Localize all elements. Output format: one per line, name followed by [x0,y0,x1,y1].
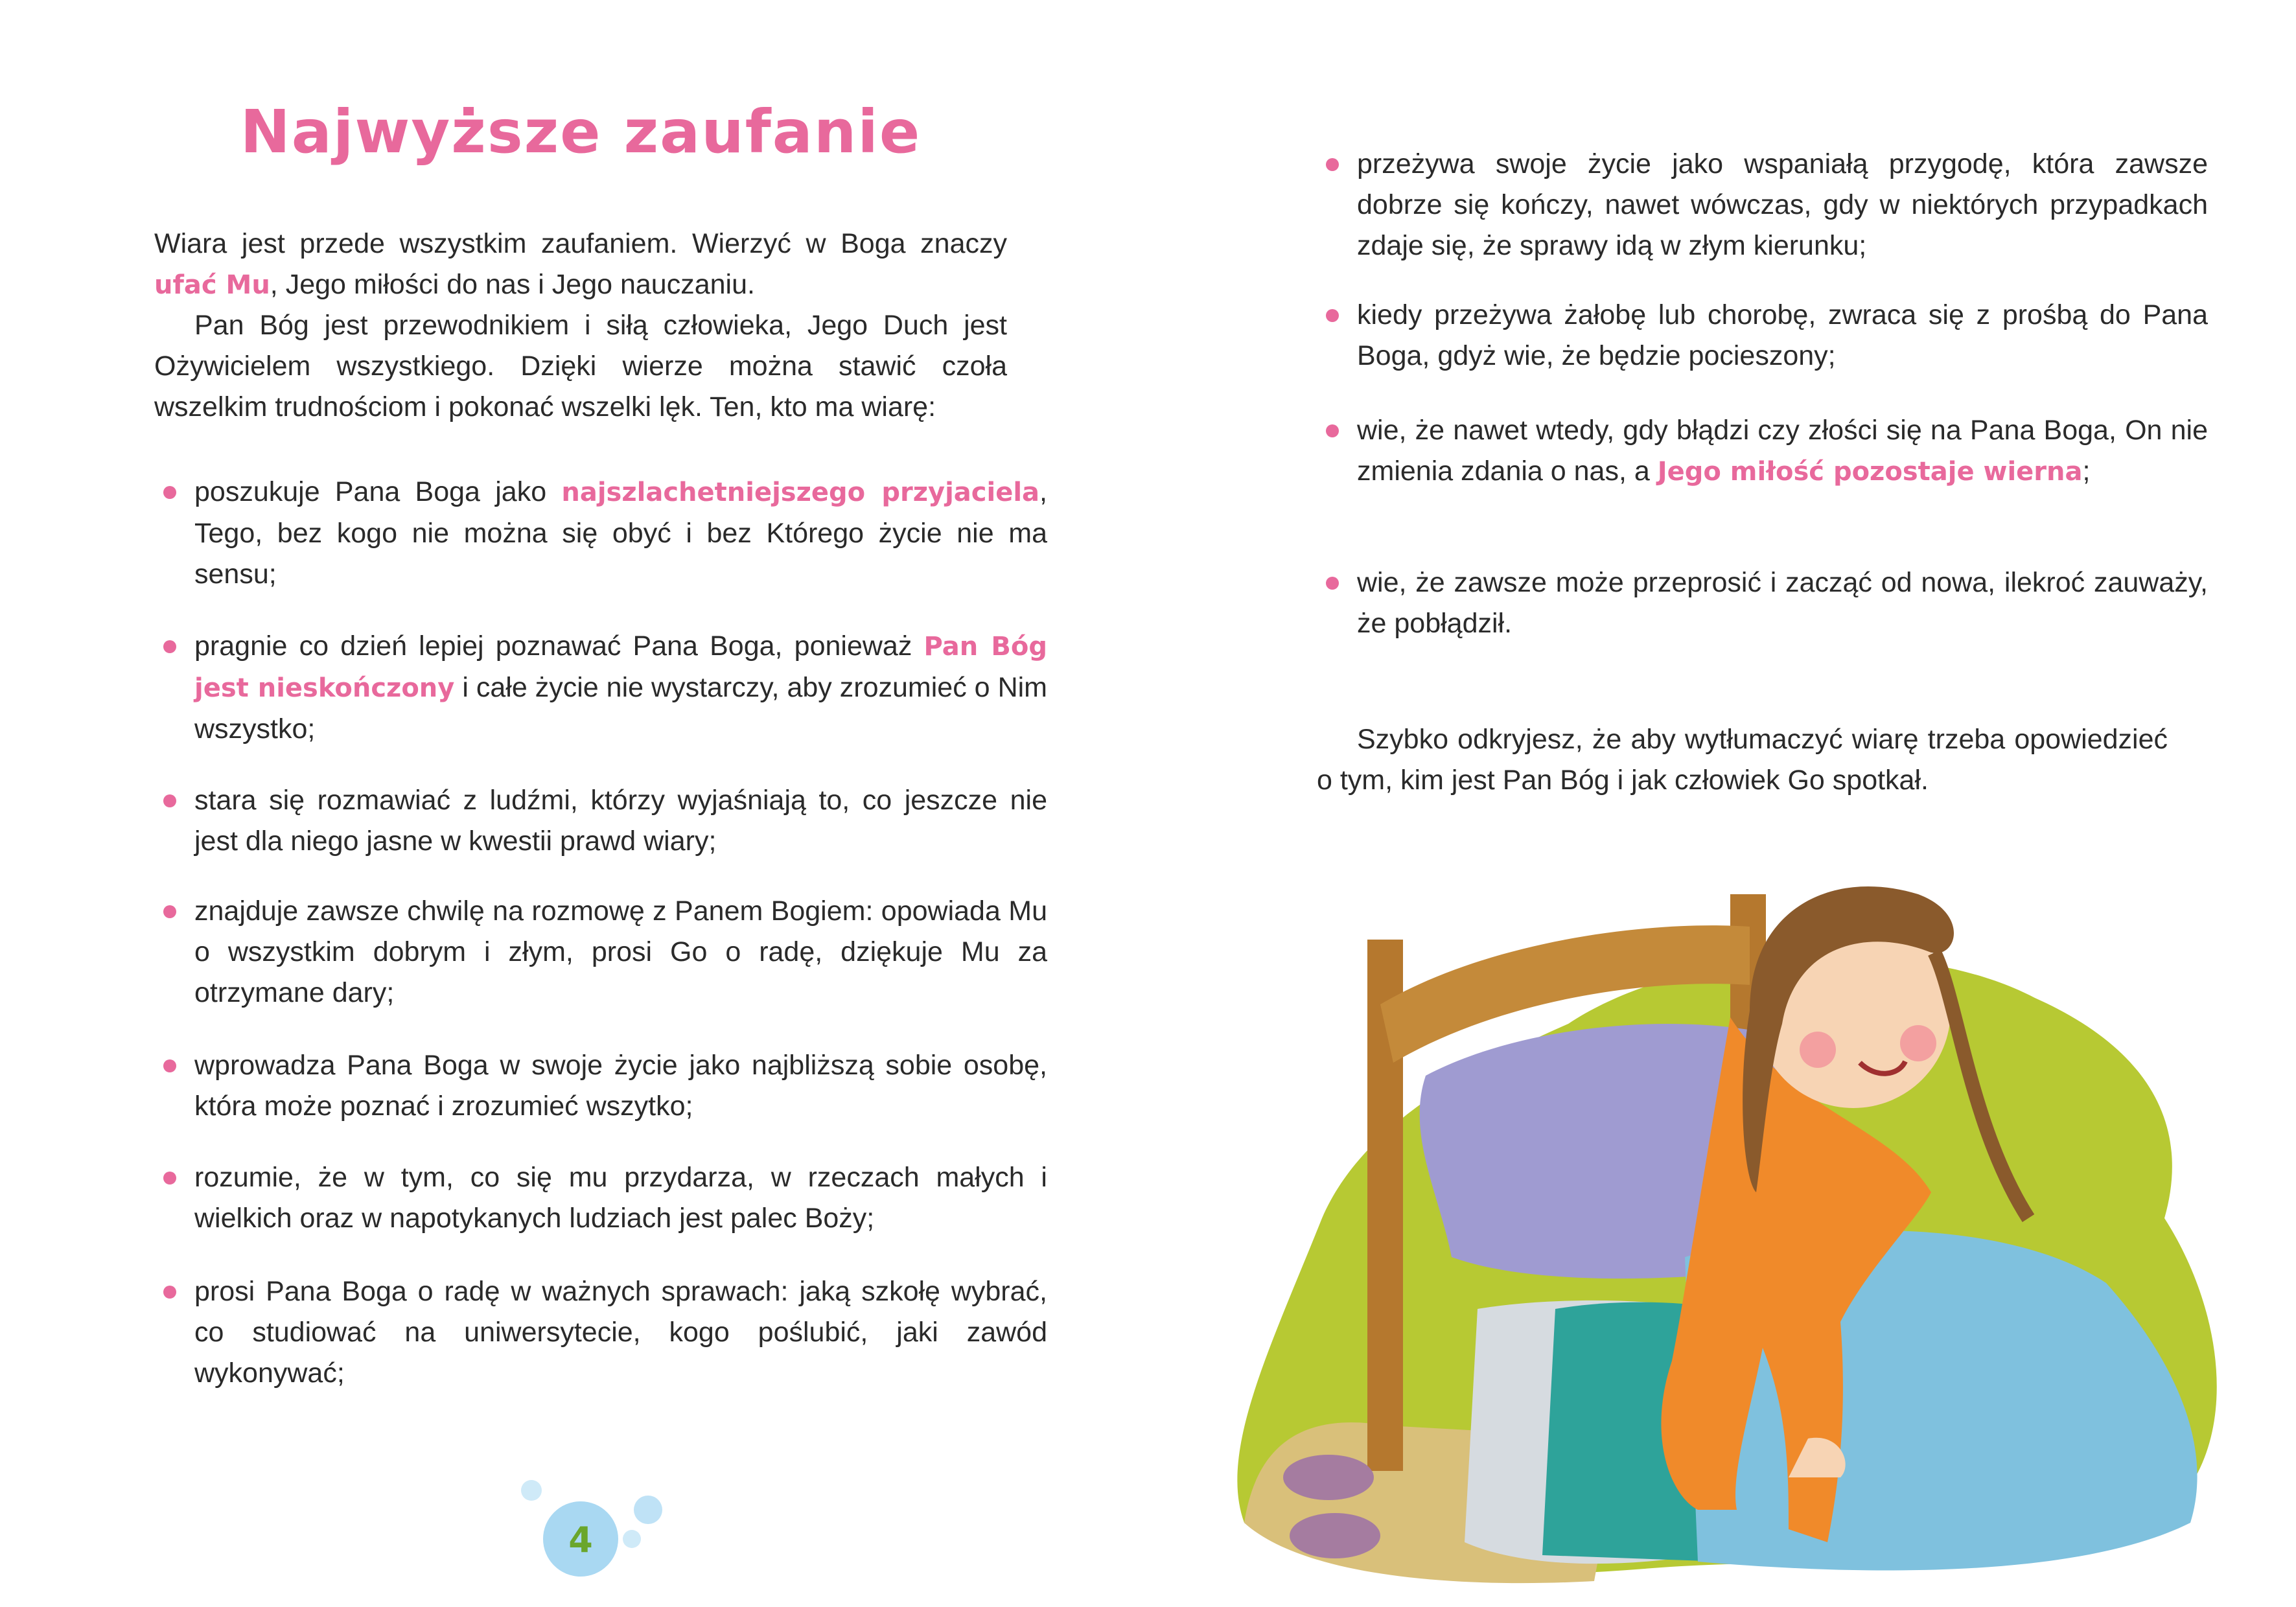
bullet-item [154,626,1047,750]
bullet-item [154,1157,1047,1239]
text: wprowadza Pana Boga w swoje życie jako najbliższą sobie osobę, która może poznać i zrozumieć wszytko; [194,1050,1047,1122]
text: wie, że zawsze może przeprosić i zacząć od nowa, ilekroć zauważy, że pobłądził. [1357,567,2208,639]
highlight: najszlachetniejszego przyjaciela [561,478,1040,507]
text: ; [2082,456,2091,487]
highlight: ufać Mu [154,270,270,300]
slipper [1290,1513,1380,1558]
cheek [1800,1032,1836,1068]
bullet-dot-icon [1326,577,1339,590]
closing-paragraph: Szybko odkryjesz, że aby wytłumaczyć wiarę trzeba opowiedzieć o tym, kim jest Pan Bóg i jak człowiek Go spotkał. [1317,724,2168,796]
page-number-bubble [518,1471,674,1588]
bullet-item [1317,410,2208,492]
bullet-item [1317,144,2208,266]
intro-paragraph-1 [154,224,1007,306]
bullet-item [1317,562,2208,644]
page-title: Najwyższe zaufanie [240,97,922,167]
text: Wiara jest przede wszystkim zaufaniem. Wierzyć w Boga znaczy [154,228,1007,259]
bullet-item [1317,295,2208,376]
girl-praying-on-bed-illustration [1231,855,2242,1594]
text: , Tego, bez kogo nie można się obyć i bez Którego życie nie ma sensu; [194,476,1047,590]
highlight: Jego miłość pozostaje wierna [1657,457,2083,487]
bullet-item [154,472,1047,595]
text: wie, że nawet wtedy, gdy błądzi czy złości się na Pana Boga, On nie zmienia zdania o nas, a [1357,415,2208,487]
text: stara się rozmawiać z ludźmi, którzy wyjaśniają to, co jeszcze nie jest dla niego jasne w kwestii prawd wiary; [194,785,1047,857]
bubble-small [623,1530,641,1548]
bullet-item [154,1271,1047,1394]
bullet-dot-icon [1326,424,1339,437]
text: rozumie, że w tym, co się mu przydarza, w rzeczach małych i wielkich oraz w napotykanych ludziach jest palec Boży; [194,1162,1047,1234]
bullet-item [154,1045,1047,1127]
bullet-item [154,780,1047,862]
bullet-dot-icon [163,486,176,499]
text: przeżywa swoje życie jako wspaniałą przygodę, która zawsze dobrze się kończy, nawet wówczas, gdy w niektórych przypadkach zdaje się, że sprawy idą w złym kierunku; [1357,148,2208,261]
bullet-item [154,891,1047,1013]
bullet-dot-icon [163,1286,176,1299]
text: , Jego miłości do nas i Jego nauczaniu. [270,269,755,300]
bullet-dot-icon [163,1172,176,1185]
bullet-dot-icon [163,1059,176,1072]
bullet-dot-icon [1326,309,1339,322]
text: prosi Pana Boga o radę w ważnych sprawach: jaką szkołę wybrać, co studiować na uniwersytecie, kogo poślubić, jaki zawód wykonywać; [194,1276,1047,1389]
bullet-dot-icon [163,794,176,807]
text: poszukuje Pana Boga jako [194,476,562,507]
text: znajduje zawsze chwilę na rozmowę z Panem Bogiem: opowiada Mu o wszystkim dobrym i złym, prosi Go o radę, dziękuje Mu za otrzymane dary; [194,896,1047,1008]
slipper [1283,1455,1374,1500]
highlight: Pan Bóg jest nieskończony [194,632,1047,703]
intro-paragraph-2: Pan Bóg jest przewodnikiem i siłą człowieka, Jego Duch jest Ożywicielem wszystkiego. Dzięki wierze można stawić czoła wszelkim trudnościom i pokonać wszelki lęk. Ten, kto ma wiarę: [154,310,1007,422]
bullet-dot-icon [1326,158,1339,171]
bubble-small [521,1480,542,1501]
bubble-small [634,1496,662,1524]
bullet-dot-icon [163,640,176,653]
text: i całe życie nie wystarczy, aby zrozumieć o Nim wszystko; [194,672,1047,745]
bullet-dot-icon [163,905,176,918]
text: pragnie co dzień lepiej poznawać Pana Boga, ponieważ [194,630,924,662]
text: kiedy przeżywa żałobę lub chorobę, zwraca się z prośbą do Pana Boga, gdyż wie, że będzie pocieszony; [1357,299,2208,371]
page-number: 4 [568,1520,593,1560]
cheek [1900,1025,1936,1061]
